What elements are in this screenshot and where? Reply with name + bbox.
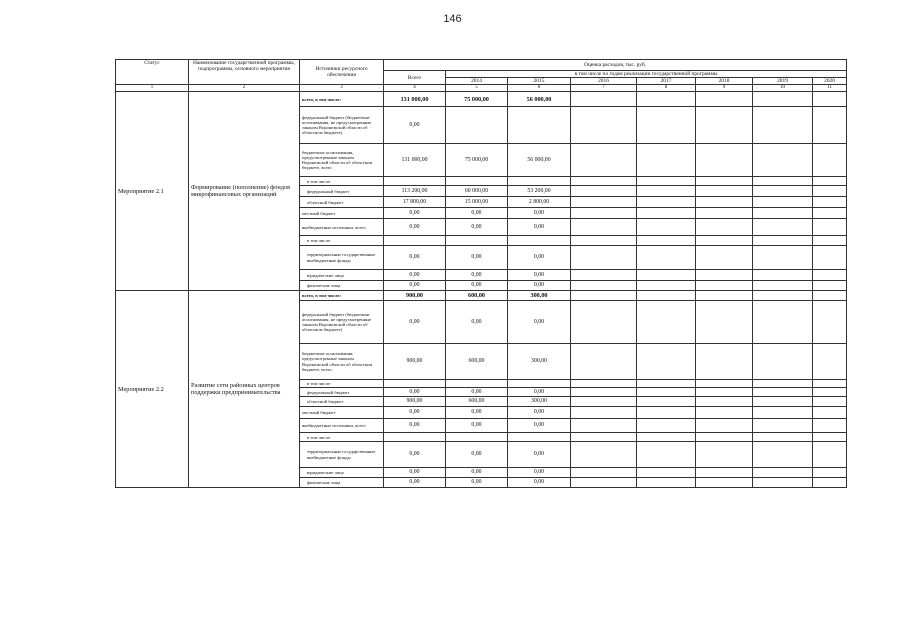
empty-year-cell — [637, 442, 696, 468]
empty-year-cell — [637, 388, 696, 397]
funding-source: в том числе: — [300, 380, 384, 388]
empty-year-cell — [696, 270, 753, 281]
measure-name: Развитие сети районных центров поддержки предпринимательства — [189, 291, 300, 488]
empty-year-cell — [753, 468, 813, 478]
header-year: 2014 — [446, 78, 508, 85]
amount-y2015: 0,00 — [508, 219, 571, 236]
amount-y2015: 300,00 — [508, 291, 571, 301]
column-number: 3 — [300, 85, 384, 92]
amount-y2014: 15 000,00 — [446, 197, 508, 208]
empty-year-cell — [571, 442, 637, 468]
empty-year-cell — [753, 397, 813, 407]
empty-year-cell — [571, 291, 637, 301]
amount-total: 113 200,00 — [384, 186, 446, 197]
amount-y2015: 0,00 — [508, 270, 571, 281]
amount-total: 900,00 — [384, 344, 446, 380]
funding-source: юридические лица — [300, 270, 384, 281]
amount-y2014: 75 000,00 — [446, 144, 508, 177]
funding-source: федеральный бюджет (бюджетные ассигнования, не предусмотренные законом Воронежской области об областном бюджете) — [300, 301, 384, 344]
empty-year-cell — [696, 433, 753, 442]
empty-year-cell — [813, 92, 847, 107]
amount-y2015: 0,00 — [508, 407, 571, 419]
empty-year-cell — [813, 433, 847, 442]
amount-y2015: 0,00 — [508, 388, 571, 397]
amount-y2014: 0,00 — [446, 442, 508, 468]
empty-year-cell — [696, 407, 753, 419]
header-status: Статус — [116, 60, 189, 85]
amount-y2015: 300,00 — [508, 397, 571, 407]
funding-source: бюджетные ассигнования, предусмотренные законом Воронежской области об областном бюджете, всего — [300, 344, 384, 380]
empty-year-cell — [813, 246, 847, 270]
empty-year-cell — [571, 407, 637, 419]
amount-y2014: 75 000,00 — [446, 92, 508, 107]
empty-year-cell — [753, 388, 813, 397]
funding-source: областной бюджет — [300, 197, 384, 208]
amount-total: 900,00 — [384, 291, 446, 301]
table-row — [116, 291, 847, 301]
empty-year-cell — [753, 291, 813, 301]
amount-y2015: 2 800,00 — [508, 197, 571, 208]
amount-y2015: 0,00 — [508, 442, 571, 468]
empty-year-cell — [696, 208, 753, 219]
empty-year-cell — [637, 208, 696, 219]
header-year: 2016 — [571, 78, 637, 85]
empty-year-cell — [637, 186, 696, 197]
amount-total: 131 000,00 — [384, 92, 446, 107]
budget-table — [115, 59, 847, 488]
empty-year-cell — [753, 219, 813, 236]
empty-year-cell — [637, 344, 696, 380]
amount-y2014: 0,00 — [446, 270, 508, 281]
empty-year-cell — [637, 92, 696, 107]
column-number: 6 — [508, 85, 571, 92]
amount-total: 0,00 — [384, 246, 446, 270]
empty-year-cell — [753, 208, 813, 219]
amount-y2015: 0,00 — [508, 468, 571, 478]
column-number: 10 — [753, 85, 813, 92]
amount-y2015: 0,00 — [508, 281, 571, 291]
empty-year-cell — [571, 197, 637, 208]
empty-year-cell — [696, 92, 753, 107]
empty-year-cell — [571, 246, 637, 270]
empty-year-cell — [637, 478, 696, 488]
empty-year-cell — [696, 468, 753, 478]
empty-year-cell — [753, 281, 813, 291]
amount-total: 0,00 — [384, 301, 446, 344]
column-number: 7 — [571, 85, 637, 92]
amount-y2014: 600,00 — [446, 397, 508, 407]
empty-year-cell — [753, 177, 813, 186]
empty-year-cell — [637, 407, 696, 419]
amount-y2015: 56 000,00 — [508, 144, 571, 177]
empty-year-cell — [571, 380, 637, 388]
amount-y2015 — [508, 177, 571, 186]
column-number: 8 — [637, 85, 696, 92]
header-name: Наименование государственной программы, подпрограммы, основного мероприятия — [189, 60, 300, 85]
amount-total: 17 800,00 — [384, 197, 446, 208]
amount-y2014: 0,00 — [446, 208, 508, 219]
funding-source: в том числе: — [300, 177, 384, 186]
empty-year-cell — [571, 478, 637, 488]
measure-name: Формирование (пополнение) фондов микрофинансовых организаций — [189, 92, 300, 291]
empty-year-cell — [571, 270, 637, 281]
amount-total — [384, 177, 446, 186]
funding-source: в том числе: — [300, 236, 384, 246]
empty-year-cell — [571, 433, 637, 442]
measure-status: Мероприятие 2.1 — [116, 92, 189, 291]
empty-year-cell — [637, 419, 696, 433]
funding-source: физические лица — [300, 478, 384, 488]
column-number: 4 — [384, 85, 446, 92]
amount-total: 0,00 — [384, 219, 446, 236]
empty-year-cell — [637, 281, 696, 291]
empty-year-cell — [571, 219, 637, 236]
header-source: Источники ресурсного обеспечения — [300, 60, 384, 85]
empty-year-cell — [753, 246, 813, 270]
empty-year-cell — [637, 433, 696, 442]
amount-y2014: 0,00 — [446, 478, 508, 488]
amount-y2014: 0,00 — [446, 468, 508, 478]
amount-y2014 — [446, 107, 508, 144]
empty-year-cell — [571, 144, 637, 177]
empty-year-cell — [637, 380, 696, 388]
amount-total: 0,00 — [384, 419, 446, 433]
empty-year-cell — [637, 107, 696, 144]
empty-year-cell — [637, 301, 696, 344]
amount-y2014: 0,00 — [446, 281, 508, 291]
empty-year-cell — [813, 186, 847, 197]
funding-source: внебюджетные источники, всего — [300, 219, 384, 236]
header-year: 2017 — [637, 78, 696, 85]
empty-year-cell — [571, 419, 637, 433]
empty-year-cell — [813, 478, 847, 488]
empty-year-cell — [571, 236, 637, 246]
amount-total: 0,00 — [384, 407, 446, 419]
empty-year-cell — [753, 236, 813, 246]
column-number: 5 — [446, 85, 508, 92]
funding-source: областной бюджет — [300, 397, 384, 407]
amount-y2015 — [508, 433, 571, 442]
empty-year-cell — [753, 301, 813, 344]
amount-y2014: 0,00 — [446, 388, 508, 397]
empty-year-cell — [696, 301, 753, 344]
empty-year-cell — [571, 344, 637, 380]
empty-year-cell — [813, 291, 847, 301]
empty-year-cell — [696, 380, 753, 388]
empty-year-cell — [696, 144, 753, 177]
empty-year-cell — [696, 281, 753, 291]
empty-year-cell — [696, 219, 753, 236]
header-year: 2018 — [696, 78, 753, 85]
amount-y2015: 300,00 — [508, 344, 571, 380]
empty-year-cell — [696, 291, 753, 301]
header-year: 2020 — [813, 78, 847, 85]
funding-source: в том числе: — [300, 433, 384, 442]
empty-year-cell — [813, 144, 847, 177]
amount-y2015: 0,00 — [508, 208, 571, 219]
amount-total — [384, 380, 446, 388]
amount-y2015: 0,00 — [508, 301, 571, 344]
empty-year-cell — [637, 236, 696, 246]
amount-y2015 — [508, 236, 571, 246]
empty-year-cell — [696, 246, 753, 270]
amount-y2014: 0,00 — [446, 419, 508, 433]
empty-year-cell — [637, 270, 696, 281]
empty-year-cell — [637, 219, 696, 236]
empty-year-cell — [637, 197, 696, 208]
empty-year-cell — [753, 419, 813, 433]
amount-y2014: 600,00 — [446, 344, 508, 380]
empty-year-cell — [696, 478, 753, 488]
funding-source: территориальные государственные внебюджетные фонды — [300, 246, 384, 270]
empty-year-cell — [813, 388, 847, 397]
empty-year-cell — [637, 468, 696, 478]
amount-y2014: 0,00 — [446, 219, 508, 236]
empty-year-cell — [753, 344, 813, 380]
empty-year-cell — [753, 270, 813, 281]
empty-year-cell — [571, 107, 637, 144]
amount-y2014: 0,00 — [446, 407, 508, 419]
amount-y2015: 56 000,00 — [508, 92, 571, 107]
column-number: 1 — [116, 85, 189, 92]
amount-y2015: 53 200,00 — [508, 186, 571, 197]
empty-year-cell — [813, 236, 847, 246]
empty-year-cell — [753, 442, 813, 468]
amount-total — [384, 236, 446, 246]
empty-year-cell — [813, 208, 847, 219]
empty-year-cell — [696, 107, 753, 144]
amount-y2014: 0,00 — [446, 301, 508, 344]
empty-year-cell — [753, 478, 813, 488]
empty-year-cell — [571, 92, 637, 107]
funding-source: юридические лица — [300, 468, 384, 478]
funding-source: бюджетные ассигнования, предусмотренные законом Воронежской области об областном бюджете, всего — [300, 144, 384, 177]
amount-total: 0,00 — [384, 270, 446, 281]
page-number: 146 — [443, 13, 462, 25]
empty-year-cell — [813, 397, 847, 407]
amount-total: 131 000,00 — [384, 144, 446, 177]
empty-year-cell — [637, 144, 696, 177]
amount-y2014: 600,00 — [446, 291, 508, 301]
empty-year-cell — [813, 270, 847, 281]
empty-year-cell — [637, 177, 696, 186]
empty-year-cell — [753, 380, 813, 388]
funding-source: местный бюджет — [300, 208, 384, 219]
amount-total — [384, 433, 446, 442]
funding-source: внебюджетные источники, всего — [300, 419, 384, 433]
empty-year-cell — [753, 407, 813, 419]
amount-y2015: 0,00 — [508, 478, 571, 488]
header-year: 2019 — [753, 78, 813, 85]
amount-y2015 — [508, 380, 571, 388]
empty-year-cell — [696, 397, 753, 407]
empty-year-cell — [753, 433, 813, 442]
amount-total: 0,00 — [384, 388, 446, 397]
empty-year-cell — [696, 419, 753, 433]
amount-y2015 — [508, 107, 571, 144]
column-number: 9 — [696, 85, 753, 92]
amount-y2014 — [446, 433, 508, 442]
header-by-years: в том числе по годам реализации государственной программы — [446, 71, 847, 78]
amount-total: 0,00 — [384, 208, 446, 219]
empty-year-cell — [571, 208, 637, 219]
amount-total: 0,00 — [384, 107, 446, 144]
amount-total: 0,00 — [384, 442, 446, 468]
empty-year-cell — [571, 186, 637, 197]
empty-year-cell — [571, 468, 637, 478]
funding-source: федеральный бюджет — [300, 186, 384, 197]
funding-source: местный бюджет — [300, 407, 384, 419]
empty-year-cell — [813, 197, 847, 208]
empty-year-cell — [813, 344, 847, 380]
empty-year-cell — [696, 236, 753, 246]
empty-year-cell — [813, 301, 847, 344]
empty-year-cell — [753, 92, 813, 107]
empty-year-cell — [753, 144, 813, 177]
amount-total: 0,00 — [384, 281, 446, 291]
empty-year-cell — [696, 186, 753, 197]
empty-year-cell — [696, 388, 753, 397]
empty-year-cell — [571, 301, 637, 344]
empty-year-cell — [813, 380, 847, 388]
funding-source: федеральный бюджет (бюджетные ассигнования, не предусмотренные законом Воронежской области об областном бюджете) — [300, 107, 384, 144]
empty-year-cell — [696, 197, 753, 208]
amount-y2014: 60 000,00 — [446, 186, 508, 197]
amount-y2015: 0,00 — [508, 419, 571, 433]
empty-year-cell — [637, 291, 696, 301]
header-estimate: Оценка расходов, тыс. руб. — [384, 60, 847, 71]
amount-total: 0,00 — [384, 468, 446, 478]
empty-year-cell — [813, 281, 847, 291]
empty-year-cell — [813, 468, 847, 478]
empty-year-cell — [696, 442, 753, 468]
table-row — [116, 92, 847, 107]
empty-year-cell — [696, 177, 753, 186]
empty-year-cell — [813, 442, 847, 468]
empty-year-cell — [571, 397, 637, 407]
empty-year-cell — [571, 281, 637, 291]
empty-year-cell — [813, 219, 847, 236]
amount-total: 0,00 — [384, 478, 446, 488]
funding-source: физические лица — [300, 281, 384, 291]
empty-year-cell — [571, 388, 637, 397]
empty-year-cell — [813, 107, 847, 144]
funding-source: федеральный бюджет — [300, 388, 384, 397]
amount-y2015: 0,00 — [508, 246, 571, 270]
funding-source: территориальные государственные внебюджетные фонды — [300, 442, 384, 468]
amount-y2014 — [446, 236, 508, 246]
empty-year-cell — [696, 344, 753, 380]
column-number: 11 — [813, 85, 847, 92]
amount-y2014: 0,00 — [446, 246, 508, 270]
empty-year-cell — [571, 177, 637, 186]
header-total: Всего — [384, 71, 446, 85]
empty-year-cell — [813, 419, 847, 433]
empty-year-cell — [813, 407, 847, 419]
measure-status: Мероприятие 2.2 — [116, 291, 189, 488]
empty-year-cell — [753, 186, 813, 197]
header-year: 2015 — [508, 78, 571, 85]
amount-y2014 — [446, 177, 508, 186]
empty-year-cell — [637, 246, 696, 270]
empty-year-cell — [637, 397, 696, 407]
funding-source: всего, в том числе: — [300, 92, 384, 107]
amount-y2014 — [446, 380, 508, 388]
empty-year-cell — [753, 107, 813, 144]
column-number: 2 — [189, 85, 300, 92]
empty-year-cell — [813, 177, 847, 186]
funding-source: всего, в том числе: — [300, 291, 384, 301]
amount-total: 900,00 — [384, 397, 446, 407]
empty-year-cell — [753, 197, 813, 208]
